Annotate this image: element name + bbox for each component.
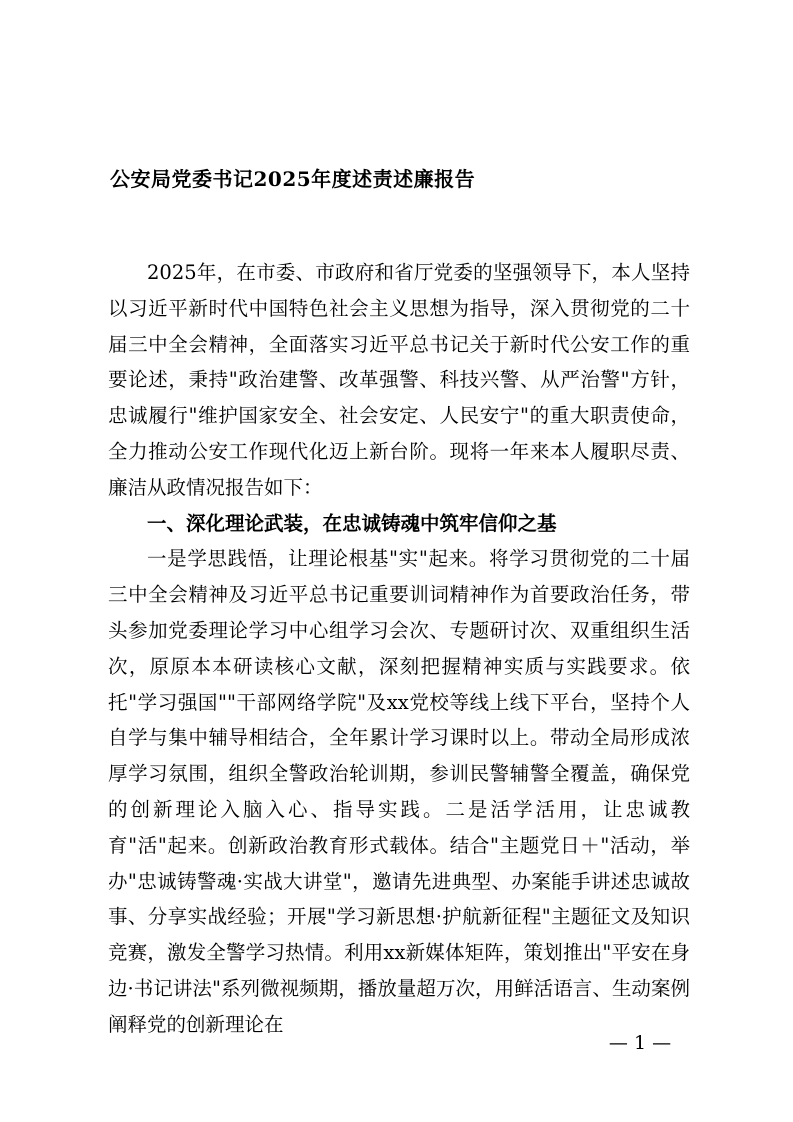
document-body — [108, 255, 690, 1043]
intro-paragraph: 2025年，在市委、市政府和省厅党委的坚强领导下，本人坚持以习近平新时代中国特色社会主义思想为指导，深入贯彻党的二十届三中全会精神，全面落实习近平总书记关于新时代公安工作的重要论述，秉持"政治建警、改革强警、科技兴警、从严治警"方针，忠诚履行"维护国家安全、社会安定、人民安宁"的重大职责使命，全力推动公安工作现代化迈上新台阶。现将一年来本人履职尽责、廉洁从政情况报告如下： — [108, 261, 690, 499]
page-number: — 1 — — [608, 1032, 672, 1054]
document-title: 公安局党委书记2025年度述责述廉报告 — [110, 167, 476, 191]
section-1-paragraph: 一是学思践悟，让理论根基"实"起来。将学习贯彻党的二十届三中全会精神及习近平总书记重要训词精神作为首要政治任务，带头参加党委理论学习中心组学习会次、专题研讨次、双重组织生活次，原原本本研读核心文献，深刻把握精神实质与实践要求。依托"学习强国""干部网络学院"及xx党校等线上线下平台，坚持个人自学与集中辅导相结合，全年累计学习课时以上。带动全局形成浓厚学习氛围，组织全警政治轮训期，参训民警辅警全覆盖，确保党的创新理论入脑入心、指导实践。二是活学活用，让忠诚教育"活"起来。创新政治教育形式载体。结合"主题党日＋"活动，举办"忠诚铸警魂·实战大讲堂"，邀请先进典型、办案能手讲述忠诚故事、分享实战经验；开展"学习新思想·护航新征程"主题征文及知识竞赛，激发全警学习热情。利用xx新媒体矩阵，策划推出"平安在身边·书记讲法"系列微视频期，播放量超万次，用鲜活语言、生动案例阐释党的创新理论在 — [108, 547, 690, 1036]
section-heading-1: 一、深化理论武装，在忠诚铸魂中筑牢信仰之基 — [147, 511, 557, 535]
